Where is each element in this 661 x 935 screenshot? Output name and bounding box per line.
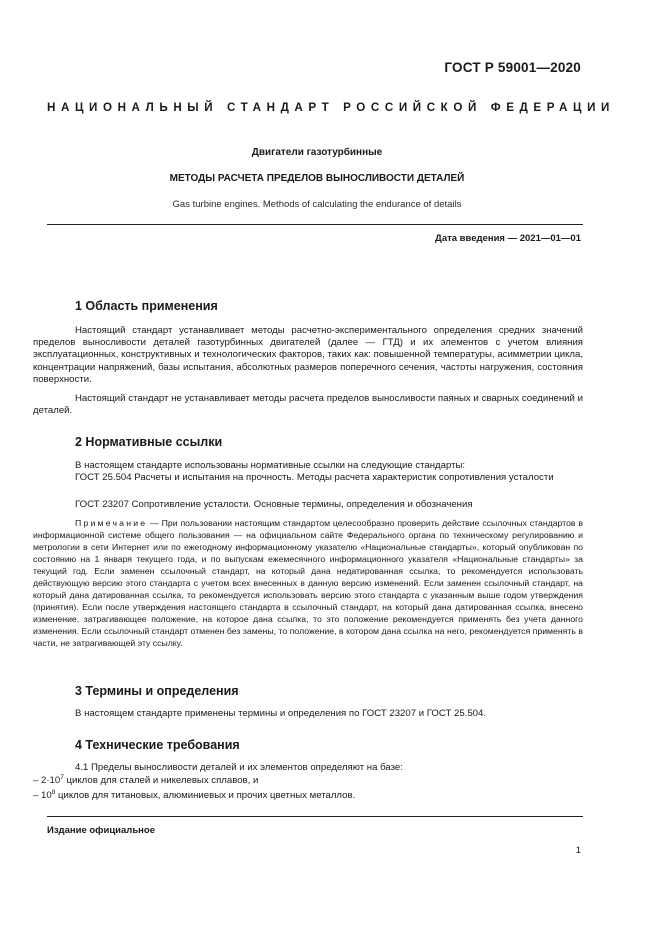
list-item-steel: – $2\cdot 10^7$ циклов для сталей и никелевых сплавов, и <box>33 774 259 786</box>
section-1-paragraph-1: Настоящий стандарт устанавливает методы расчетно-экспериментального определения средних значений пределов выносливости деталей газотурбинных двигателей (далее — ГТД) и их элементов с учетом влияния эксплуатационных, конструктивных и технологических факторов, таких как: повышенной температуры, асимметрии цикла, концентрации напряжений, базы испытания, абсолютных размеров поперечного сечения, частоты нагружения, состояния поверхности. <box>33 325 583 385</box>
reference-gost-25-504: ГОСТ 25.504 Расчеты и испытания на прочность. Методы расчета характеристик сопротивления усталости <box>75 472 554 483</box>
section-4-paragraph: 4.1 Пределы выносливости деталей и их элементов определяют на базе: <box>75 762 403 773</box>
footer-divider <box>47 816 583 817</box>
section-3-heading: 3 Термины и определения <box>75 684 239 698</box>
section-2-heading: 2 Нормативные ссылки <box>75 435 223 449</box>
document-title: МЕТОДЫ РАСЧЕТА ПРЕДЕЛОВ ВЫНОСЛИВОСТИ ДЕТАЛЕЙ <box>169 173 465 184</box>
reference-gost-23207: ГОСТ 23207 Сопротивление усталости. Основные термины, определения и обозначения <box>75 499 473 510</box>
section-2-note: Примечание — При пользовании настоящим стандартом целесообразно проверить действие ссылочных стандартов в информационной системе общего пользования — на официальном сайте Федерального органа по техническому регулированию и метрологии в сети Интернет или по ежегодному информационному указателю «Национальные стандарты», который опубликован по состоянию на 1 января текущего года, и по выпускам ежемесячного информационного указателя «Национальные стандарты» за текущий год. Если заменен ссылочный стандарт, на который дана недатированная ссылка, то рекомендуется использовать действующую версию этого стандарта с учетом всех внесенных в данную версию изменений. Если заменен ссылочный стандарт, на который дана датированная ссылка, то рекомендуется использовать версию этого стандарта с указанным выше годом утверждения (принятия). Если после утверждения настоящего стандарта в ссылочный стандарт, на который дана датированная ссылка, внесено изменение, затрагивающее положение, на которое дана ссылка, то это положение рекомендуется применять без учета данного изменения. Если ссылочный стандарт отменен без замены, то положение, в котором дана ссылка на него, рекомендуется применять в части, не затрагивающей эту ссылку. <box>33 518 583 648</box>
section-1-heading: 1 Область применения <box>75 299 218 313</box>
list-item-titanium: – $10^8$ циклов для титановых, алюминиевых и прочих цветных металлов. <box>33 789 356 801</box>
section-3-paragraph: В настоящем стандарте применены термины и определения по ГОСТ 23207 и ГОСТ 25.504. <box>75 708 487 719</box>
document-title-english: Gas turbine engines. Methods of calculating the endurance of details <box>172 199 462 210</box>
section-2-intro: В настоящем стандарте использованы нормативные ссылки на следующие стандарты: <box>75 460 466 471</box>
document-number: ГОСТ Р 59001—2020 <box>444 60 581 75</box>
section-1-paragraph-2: Настоящий стандарт не устанавливает методы расчета пределов выносливости паяных и сварных соединений и деталей. <box>33 393 583 417</box>
header-divider <box>47 224 583 225</box>
introduction-date: Дата введения — 2021—01—01 <box>435 233 581 244</box>
page-number: 1 <box>575 845 581 856</box>
section-4-heading: 4 Технические требования <box>75 738 240 752</box>
national-standard-heading: НАЦИОНАЛЬНЫЙ СТАНДАРТ РОССИЙСКОЙ ФЕДЕРАЦИИ <box>47 101 615 114</box>
official-edition-label: Издание официальное <box>47 825 155 836</box>
note-label: Примечание <box>75 518 148 528</box>
document-subtitle: Двигатели газотурбинные <box>251 147 383 158</box>
